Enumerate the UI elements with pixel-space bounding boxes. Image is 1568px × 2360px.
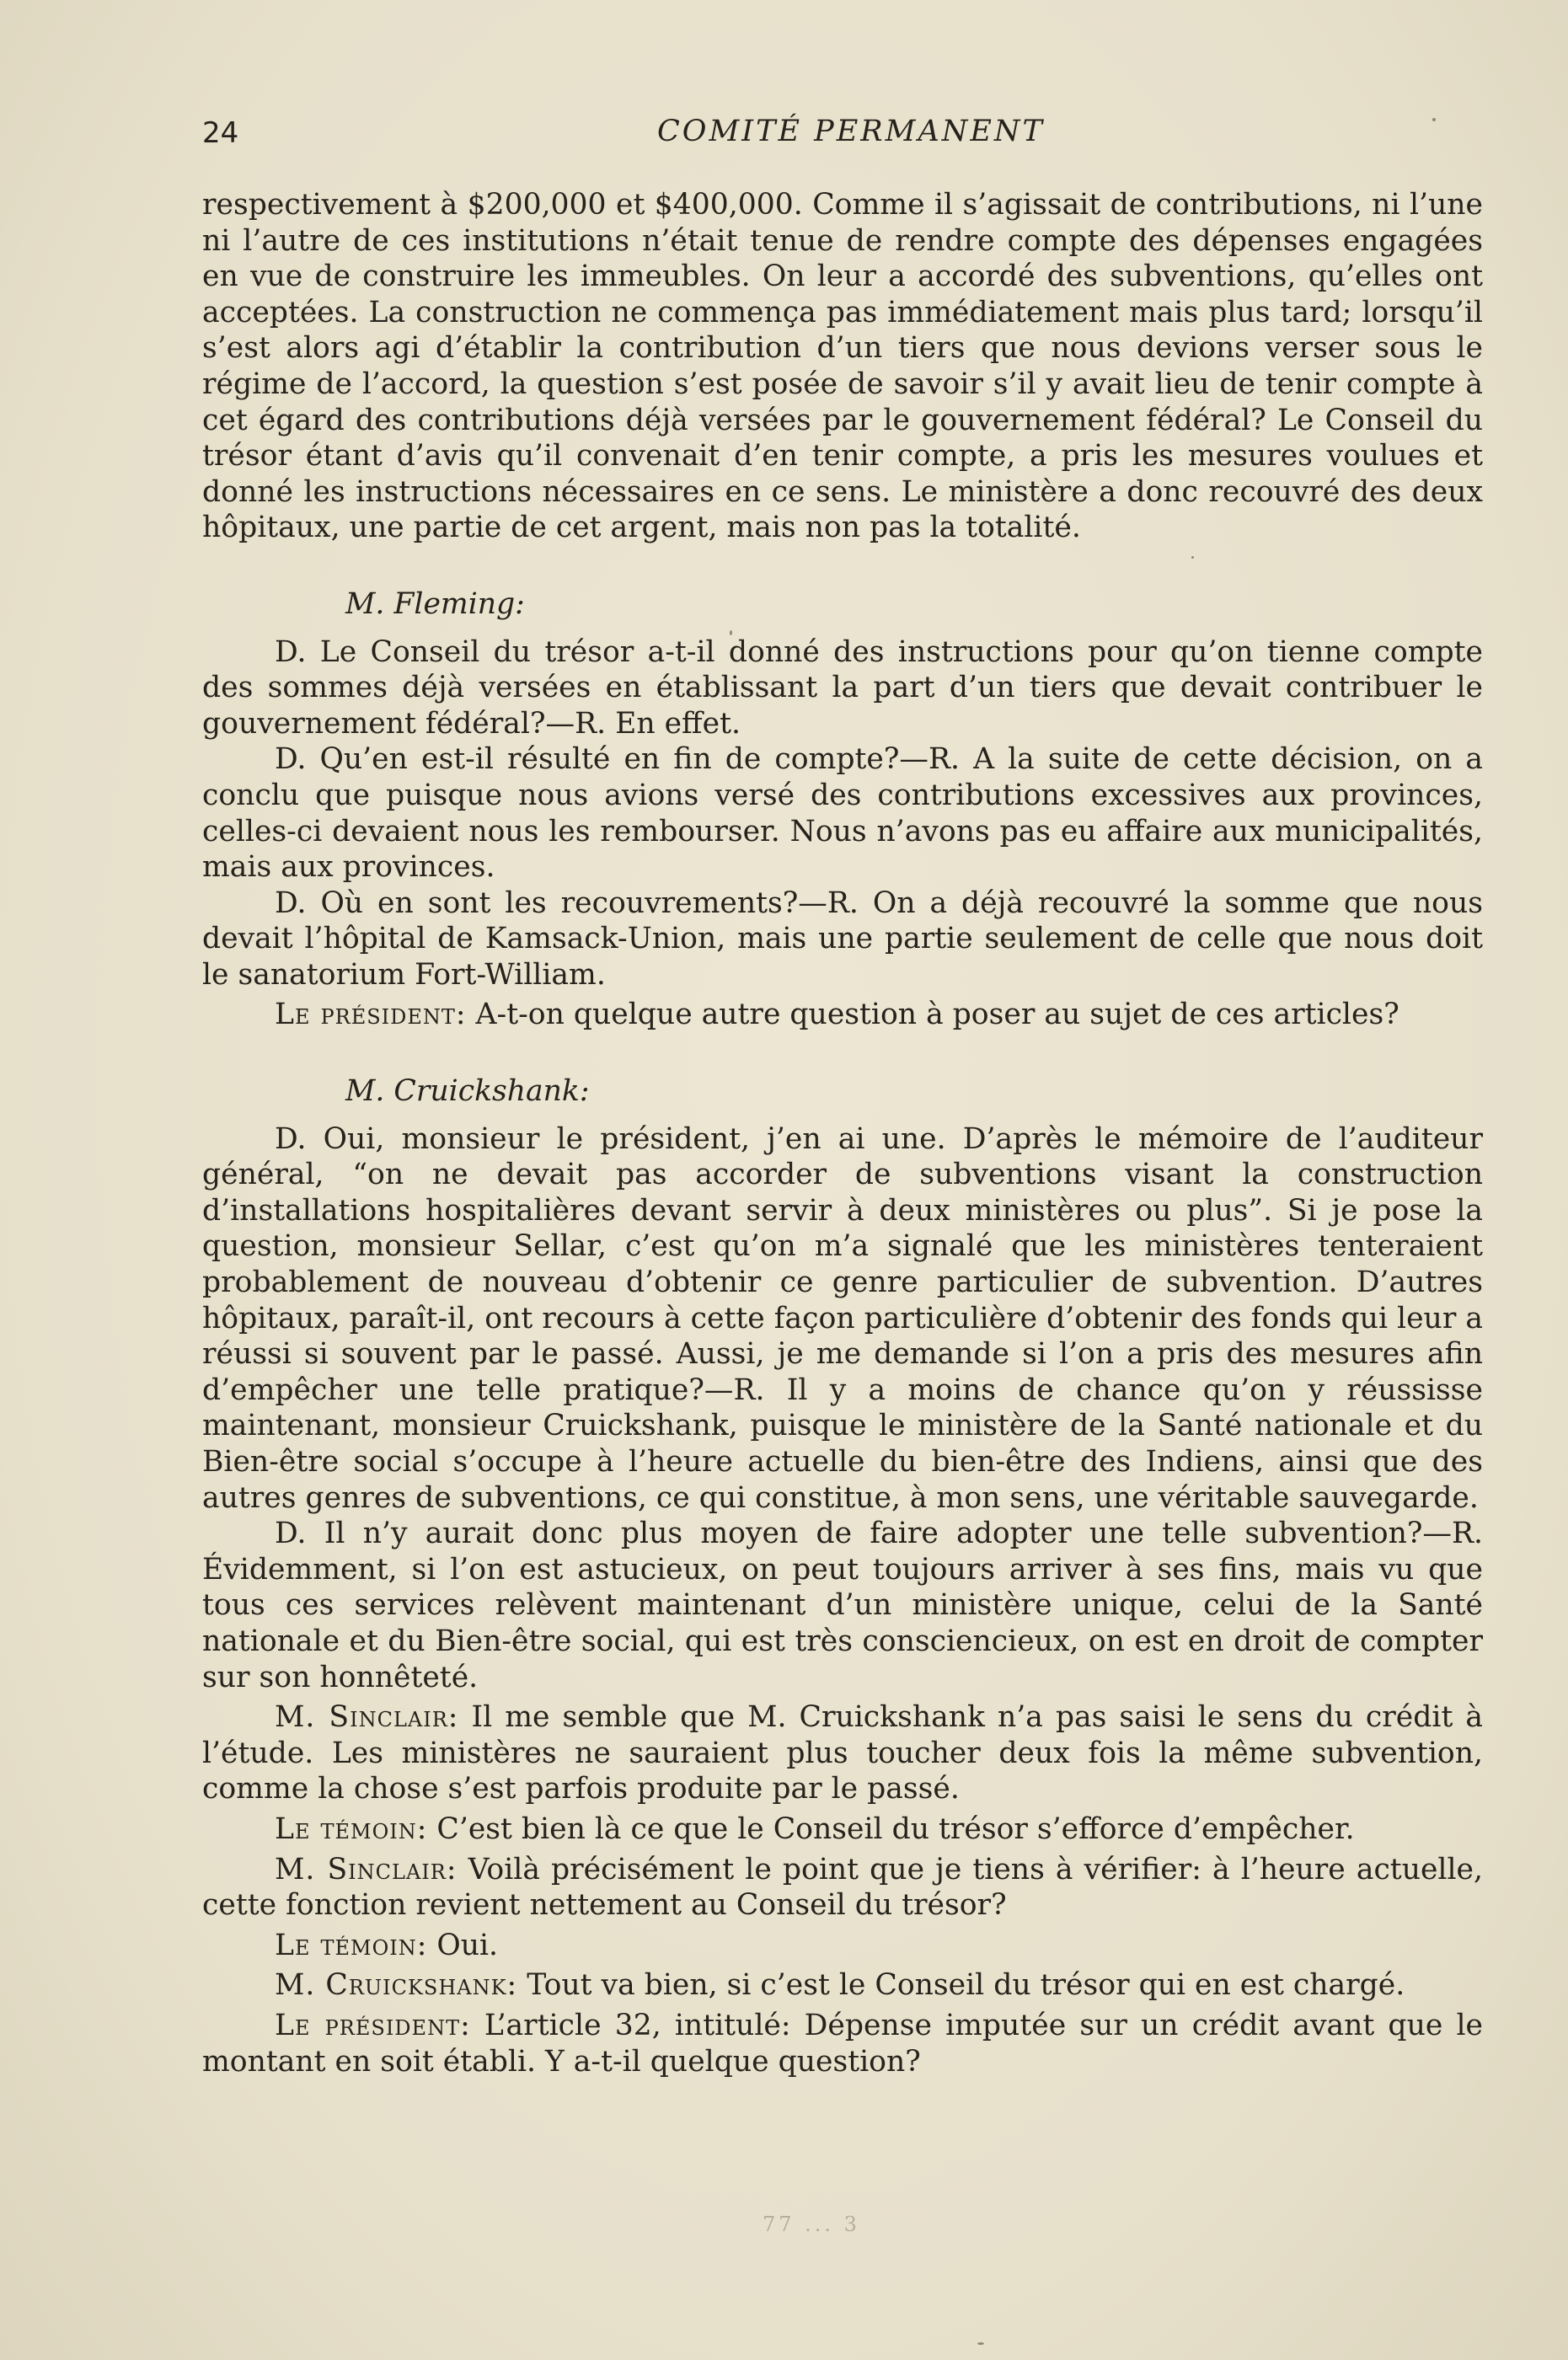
speaker-paragraph [202,1811,1483,1848]
speech-text: Voilà précisément le point que je tiens à vérifier: à l’heure actuelle, cette fonction revient nettement au Conseil du trésor? [202,1852,1484,1923]
speech-text: C’est bien là ce que le Conseil du trésor s’efforce d’empêcher. [427,1811,1355,1846]
speech-text: A-t-on quelque autre question à poser au sujet de ces articles? [466,998,1399,1032]
speech-text: Il me semble que M. Cruickshank n’a pas saisi le sens du crédit à l’étude. Les ministères ne sauraient plus toucher deux fois la même subvention, comme la chose s’est parfois produite par le passé. [202,1700,1484,1806]
paragraph: D. Le Conseil du trésor a-t-il donné des instructions pour qu’on tienne compte des sommes déjà versées en établissant la part d’un tiers que devait contribuer le gouvernement fédéral?—R. En effet. [202,634,1483,741]
paper-speck [977,2342,984,2345]
speaker-label: Le témoin: [275,1811,428,1846]
speech-text: L’article 32, intitulé: Dépense imputée sur un crédit avant que le montant en soit établi. Y a-t-il quelque question? [202,2008,1483,2079]
paragraph: respectivement à $200,000 et $400,000. Comme il s’agissait de contributions, ni l’une ni l’autre de ces institutions n’était tenue de rendre compte des dépenses engagées en vue de construire les immeubles. On leur a accordé des subventions, qu’elles ont acceptées. La construction ne commença pas immédiatement mais plus tard; lorsqu’il s’est alors agi d’établir la contribution d’un tiers que nous devions verser sous le régime de l’accord, la question s’est posée de savoir s’il y avait lieu de tenir compte à cet égard des contributions déjà versées par le gouvernement fédéral? Le Conseil du trésor étant d’avis qu’il convenait d’en tenir compte, a pris les mesures voulues et donné les instructions nécessaires en ce sens. Le ministère a donc recouvré des deux hôpitaux, une partie de cet argent, mais non pas la totalité. [202,188,1483,545]
paragraph: D. Il n’y aurait donc plus moyen de faire adopter une telle subvention?—R. Évidemment, si l’on est astucieux, on peut toujours arriver à ses fins, mais vu que tous ces services relèvent maintenant d’un ministère unique, celui de la Santé nationale et du Bien-être social, qui est très consciencieux, on est en droit de compter sur son honnêteté. [202,1517,1483,1694]
page-number: 24 [202,116,239,150]
speaker-paragraph [202,1852,1483,1924]
paragraph: D. Qu’en est-il résulté en fin de compte?—R. A la suite de cette décision, on a conclu que puisque nous avions versé des contributions excessives aux provinces, celles-ci devaient nous les rembourser. Nous n’avons pas eu affaire aux municipalités, mais aux provinces. [202,742,1483,885]
speaker-heading: M. Cruickshank: [345,1074,590,1109]
speech-text: Oui. [427,1928,499,1962]
speaker-label: Le président: [275,2008,471,2042]
speech-text: Tout va bien, si c’est le Conseil du trésor qui en est chargé. [517,1968,1405,2003]
printer-signature-mark: 77 ... 3 [763,2213,860,2236]
speaker-label: Le témoin: [275,1928,428,1962]
speaker-label: M. Sinclair: [275,1700,459,1735]
running-head: COMITÉ PERMANENT [657,115,1045,148]
paragraph: D. Où en sont les recouvrements?—R. On a déjà recouvré la somme que nous devait l’hôpital de Kamsack-Union, mais une partie seulement de celle que nous doit le sanatorium Fort-William. [202,886,1483,992]
speaker-paragraph [202,1928,1483,1964]
speaker-paragraph [202,2008,1483,2079]
speaker-label: Le président: [275,998,467,1032]
speaker-label: M. Sinclair: [275,1852,458,1886]
speaker-paragraph [202,1967,1483,2004]
speaker-label: M. Cruickshank: [275,1968,518,2003]
paragraph: D. Oui, monsieur le président, j’en ai une. D’après le mémoire de l’auditeur général, “on ne devait pas accorder de subventions visant la construction d’installations hospitalières devant servir à deux ministères ou plus”. Si je pose la question, monsieur Sellar, c’est qu’on m’a signalé que les ministères tenteraient probablement de nouveau d’obtenir ce genre particulier de subvention. D’autres hôpitaux, paraît-il, ont recours à cette façon particulière d’obtenir des fonds qui leur a réussi si souvent par le passé. Aussi, je me demande si l’on a pris des mesures afin d’empêcher une telle pratique?—R. Il y a moins de chance qu’on y réussisse maintenant, monsieur Cruickshank, puisque le ministère de la Santé nationale et du Bien-être social s’occupe à l’heure actuelle du bien-être des Indiens, ainsi que des autres genres de subventions, ce qui constitue, à mon sens, une véritable sauvegarde. [202,1121,1483,1515]
paper-speck [1191,556,1194,559]
page-header [202,108,1483,158]
paper-speck [1432,118,1436,121]
speaker-paragraph [202,997,1483,1033]
speaker-heading: M. Fleming: [345,586,525,621]
body-text [202,187,1483,2079]
paper-speck [730,630,732,635]
speaker-paragraph [202,1699,1483,1807]
